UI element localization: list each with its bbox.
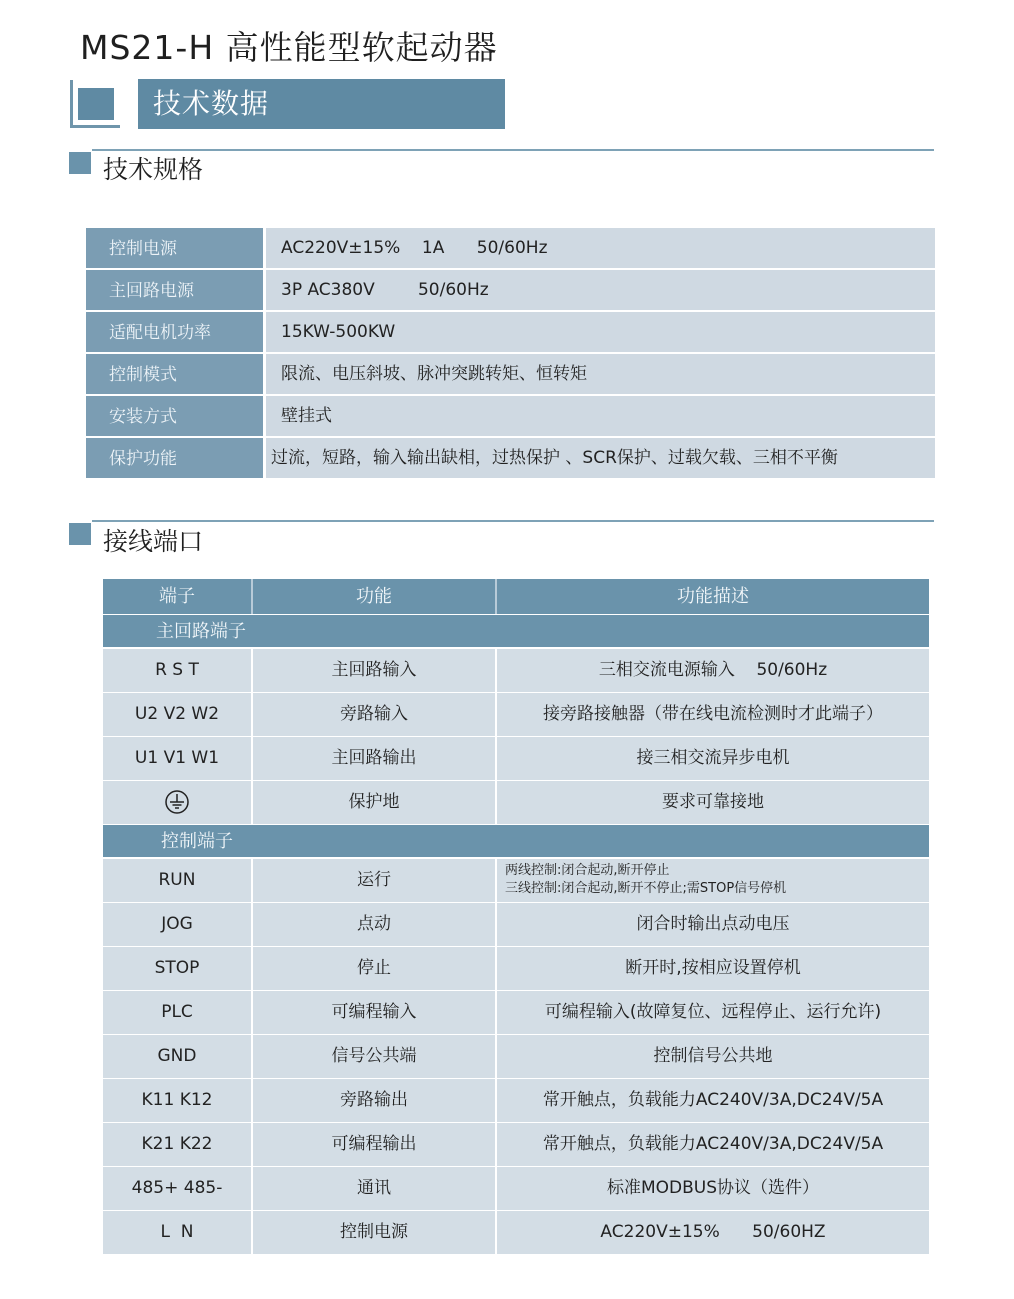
- spec-value: 过流，短路，输入输出缺相，过热保护 、SCR保护、过载欠载、三相不平衡: [266, 438, 935, 478]
- table-row: [103, 649, 929, 693]
- cell-description: 标准MODBUS协议（选件）: [606, 1178, 820, 1198]
- cell-terminal: K11 K12: [103, 1079, 253, 1122]
- table-row: [103, 693, 929, 737]
- spec-value: 15KW-500KW: [266, 312, 935, 352]
- spec-row: [86, 270, 935, 312]
- description-line: 三线控制:闭合起动,断开不停止;需STOP信号停机: [505, 881, 787, 896]
- cell-terminal: 485+ 485-: [103, 1167, 253, 1210]
- cell-terminal: GND: [103, 1035, 253, 1078]
- cell-function: 旁路输入: [253, 693, 497, 736]
- cell-description: 控制信号公共地: [653, 1046, 773, 1066]
- terminal-section-title: 接线端口: [103, 527, 204, 556]
- spec-label: 主回路电源: [86, 270, 266, 310]
- spec-label: 控制电源: [86, 228, 266, 268]
- table-row: [103, 859, 929, 903]
- cell-terminal: JOG: [103, 903, 253, 946]
- cell-description: 闭合时输出点动电压: [636, 914, 790, 934]
- cell-function: 主回路输入: [253, 649, 497, 692]
- cell-terminal: K21 K22: [103, 1123, 253, 1166]
- spec-value: 3P AC380V 50/60Hz: [266, 270, 935, 310]
- spec-row: [86, 396, 935, 438]
- cell-terminal: PLC: [103, 991, 253, 1034]
- cell-description: 常开触点，负载能力AC240V/3A,DC24V/5A: [542, 1134, 884, 1154]
- spec-row: [86, 354, 935, 396]
- cell-description: 要求可靠接地: [662, 792, 764, 812]
- cell-description: [497, 859, 929, 902]
- spec-row: [86, 228, 935, 270]
- table-row: [103, 991, 929, 1035]
- cell-function: 旁路输出: [253, 1079, 497, 1122]
- spec-section-title: 技术规格: [103, 155, 204, 184]
- group-control-terminals: 控制端子: [103, 825, 929, 859]
- cell-terminal: R S T: [103, 649, 253, 692]
- banner-square-icon: [78, 88, 114, 120]
- description-line: 两线控制:闭合起动,断开停止: [505, 863, 670, 878]
- cell-description: 可编程输入(故障复位、远程停止、运行允许): [544, 1002, 882, 1022]
- cell-function: 运行: [253, 859, 497, 902]
- table-header: [103, 579, 929, 615]
- terminal-divider: [92, 520, 934, 522]
- cell-function: 可编程输出: [253, 1123, 497, 1166]
- cell-description: 三相交流电源输入 50/60Hz: [598, 660, 828, 680]
- cell-description: 接三相交流异步电机: [636, 748, 790, 768]
- cell-function: 保护地: [253, 781, 497, 824]
- spec-row: [86, 312, 935, 354]
- header-terminal: 端子: [103, 579, 253, 614]
- group-main-terminals: 主回路端子: [103, 615, 929, 649]
- cell-description: 接旁路接触器（带在线电流检测时才此端子）: [543, 704, 883, 724]
- header-description: 功能描述: [677, 586, 749, 607]
- cell-function: 点动: [253, 903, 497, 946]
- cell-function: 控制电源: [253, 1211, 497, 1254]
- cell-description: AC220V±15% 50/60HZ: [600, 1222, 826, 1242]
- header-function: 功能: [253, 579, 497, 614]
- table-row: [103, 903, 929, 947]
- table-row: [103, 737, 929, 781]
- spec-label: 保护功能: [86, 438, 266, 478]
- table-row: [103, 947, 929, 991]
- ground-icon: [164, 789, 190, 815]
- terminal-square-icon: [69, 523, 91, 545]
- spec-value: 壁挂式: [266, 396, 935, 436]
- spec-label: 控制模式: [86, 354, 266, 394]
- cell-terminal: U2 V2 W2: [103, 693, 253, 736]
- cell-function: 主回路输出: [253, 737, 497, 780]
- cell-description: 断开时,按相应设置停机: [625, 958, 801, 978]
- spec-value: AC220V±15% 1A 50/60Hz: [266, 228, 935, 268]
- cell-terminal: STOP: [103, 947, 253, 990]
- cell-function: 可编程输入: [253, 991, 497, 1034]
- cell-function: 通讯: [253, 1167, 497, 1210]
- table-row: [103, 1167, 929, 1211]
- section-banner: 技术数据: [138, 79, 505, 129]
- spec-row: [86, 438, 935, 478]
- spec-label: 安装方式: [86, 396, 266, 436]
- spec-label: 适配电机功率: [86, 312, 266, 352]
- cell-terminal: L N: [103, 1211, 253, 1254]
- spec-table: [86, 228, 935, 478]
- table-row: [103, 781, 929, 825]
- cell-terminal: U1 V1 W1: [103, 737, 253, 780]
- cell-description: 常开触点，负载能力AC240V/3A,DC24V/5A: [542, 1090, 884, 1110]
- table-row: [103, 1079, 929, 1123]
- cell-function: 信号公共端: [253, 1035, 497, 1078]
- spec-value: 限流、电压斜坡、脉冲突跳转矩、恒转矩: [266, 354, 935, 394]
- terminal-table: [103, 579, 929, 1254]
- cell-terminal: [103, 781, 253, 824]
- spec-square-icon: [69, 152, 91, 174]
- page-title: MS21-H 高性能型软起动器: [80, 28, 498, 67]
- table-row: [103, 1035, 929, 1079]
- cell-terminal: RUN: [103, 859, 253, 902]
- table-row: [103, 1211, 929, 1254]
- spec-divider: [92, 149, 934, 151]
- cell-function: 停止: [253, 947, 497, 990]
- table-row: [103, 1123, 929, 1167]
